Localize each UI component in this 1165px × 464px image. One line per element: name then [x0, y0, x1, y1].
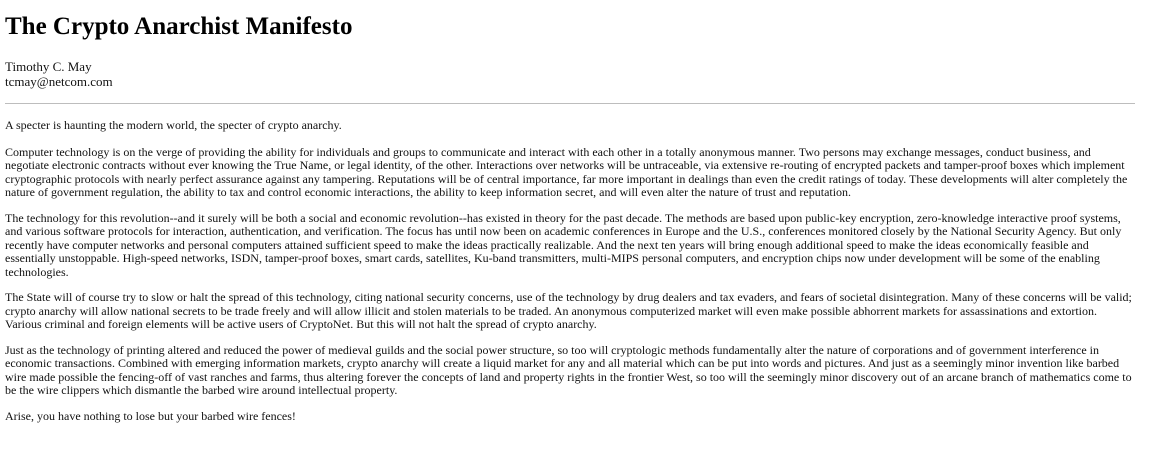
paragraph-1: A specter is haunting the modern world, the specter of crypto anarchy. — [5, 118, 342, 132]
paragraph-4: The State will of course try to slow or halt the spread of this technology, citing national security concerns, use of the technology by drug dealers and tax evaders, and fears of societal disintegration. Many of these concerns will be valid; crypto anarchy will allow national secrets to be trade freely and will allow illicit and stolen materials to be traded. An anonymous computerized market will even make possible abhorrent markets for assassinations and extortion. Various criminal and foreign elements will be active users of CryptoNet. But this will not halt the spread of crypto anarchy. — [5, 290, 1132, 331]
author-name: Timothy C. May — [5, 59, 92, 74]
author-block — [5, 59, 1165, 89]
page-title: The Crypto Anarchist Manifesto — [5, 13, 353, 40]
manifesto-body — [5, 119, 1133, 423]
author-email: tcmay@netcom.com — [5, 74, 113, 89]
paragraph-6: Arise, you have nothing to lose but your barbed wire fences! — [5, 408, 296, 423]
horizontal-divider — [5, 103, 1135, 104]
paragraph-5: Just as the technology of printing altered and reduced the power of medieval guilds and the social power structure, so too will cryptologic methods fundamentally alter the nature of corporations and of government interference in economic transactions. Combined with emerging information markets, crypto anarchy will create a liquid market for any and all material which can be put into words and pictures. And just as a seemingly minor invention like barbed wire made possible the fencing-off of vast ranches and farms, thus altering forever the concepts of land and property rights in the frontier West, so too will the seemingly minor discovery out of an arcane branch of mathematics come to be the wire clippers which dismantle the barbed wire around intellectual property. — [5, 342, 1132, 397]
paragraph-2: Computer technology is on the verge of providing the ability for individuals and groups to communicate and interact with each other in a totally anonymous manner. Two persons may exchange messages, conduct business, and negotiate electronic contracts without ever knowing the True Name, or legal identity, of the other. Interactions over networks will be untraceable, via extensive re-routing of encrypted packets and tamper-proof boxes which implement cryptographic protocols with nearly perfect assurance against any tampering. Reputations will be of central importance, far more important in dealings than even the credit ratings of today. These developments will alter completely the nature of government regulation, the ability to tax and control economic interactions, the ability to keep information secret, and will even alter the nature of trust and reputation. — [5, 144, 1128, 199]
paragraph-3: The technology for this revolution--and it surely will be both a social and economic revolution--has existed in theory for the past decade. The methods are based upon public-key encryption, zero-knowledge interactive proof systems, and various software protocols for interaction, authentication, and verification. The focus has until now been on academic conferences in Europe and the U.S., conferences monitored closely by the National Security Agency. But only recently have computer networks and personal computers attained sufficient speed to make the ideas practically realizable. And the next ten years will bring enough additional speed to make the ideas economically feasible and essentially unstoppable. High-speed networks, ISDN, tamper-proof boxes, smart cards, satellites, Ku-band transmitters, multi-MIPS personal computers, and encryption chips now under development will be some of the enabling technologies. — [5, 210, 1122, 279]
